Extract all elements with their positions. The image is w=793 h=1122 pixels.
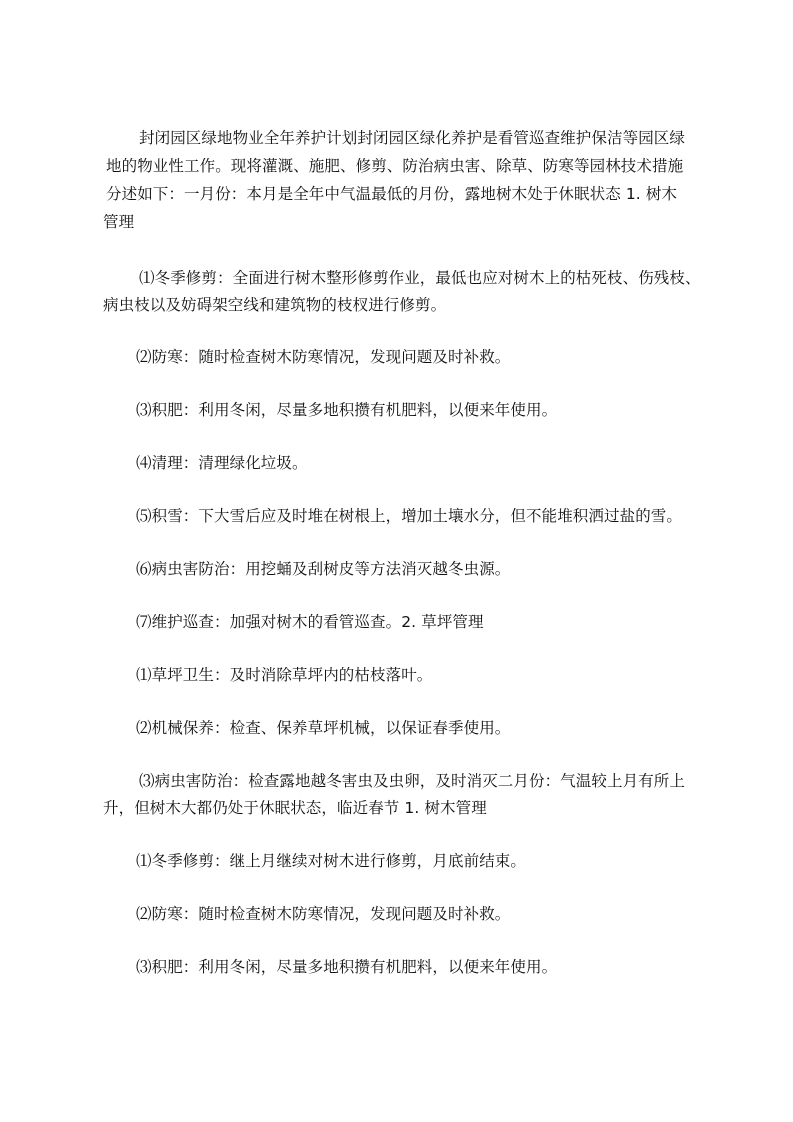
feb-pruning: ⑴冬季修剪：继上月继续对树木进行修剪，月底前结束。: [136, 852, 527, 870]
jan-pest: ⑹病虫害防治：用挖蛹及刮树皮等方法消灭越冬虫源。: [136, 560, 511, 578]
jan-snow: ⑸积雪：下大雪后应及时堆在树根上，增加土壤水分，但不能堆积洒过盐的雪。: [136, 507, 683, 525]
intro-line-2: 地的物业性工作。现将灌溉、施肥、修剪、防治病虫害、除草、防寒等园林技术措施: [106, 157, 684, 175]
jan-pruning-line-2: 病虫枝以及妨碍架空线和建筑物的枝杈进行修剪。: [103, 296, 447, 314]
jan-lawn-pest-line-2: 升，但树木大都仍处于休眠状态，临近春节 1. 树木管理: [103, 799, 487, 817]
intro-line-4: 管理: [103, 213, 135, 231]
jan-cleanup: ⑷清理：清理绿化垃圾。: [136, 454, 308, 472]
feb-cold: ⑵防寒：随时检查树木防寒情况，发现问题及时补救。: [136, 905, 511, 923]
jan-machinery: ⑵机械保养：检查、保养草坪机械，以保证春季使用。: [136, 719, 511, 737]
jan-patrol: ⑺维护巡查：加强对树木的看管巡查。2. 草坪管理: [136, 613, 484, 631]
feb-compost: ⑶积肥：利用冬闲，尽量多地积攒有机肥料，以便来年使用。: [136, 958, 558, 976]
jan-cold: ⑵防寒：随时检查树木防寒情况，发现问题及时补救。: [136, 348, 511, 366]
jan-pruning-line-1: ⑴冬季修剪：全面进行树木整形修剪作业，最低也应对树木上的枯死枝、伤残枝、: [139, 269, 701, 287]
intro-line-3: 分述如下：一月份：本月是全年中气温最低的月份，露地树木处于休眠状态 1. 树木: [106, 185, 678, 203]
jan-lawn-pest-line-1: ⑶病虫害防治：检查露地越冬害虫及虫卵，及时消灭二月份：气温较上月有所上: [139, 772, 686, 790]
intro-line-1: 封闭园区绿地物业全年养护计划封闭园区绿化养护是看管巡查维护保洁等园区绿: [139, 129, 686, 147]
jan-compost: ⑶积肥：利用冬闲，尽量多地积攒有机肥料，以便来年使用。: [136, 401, 558, 419]
jan-lawn-hygiene: ⑴草坪卫生：及时消除草坪内的枯枝落叶。: [136, 666, 433, 684]
